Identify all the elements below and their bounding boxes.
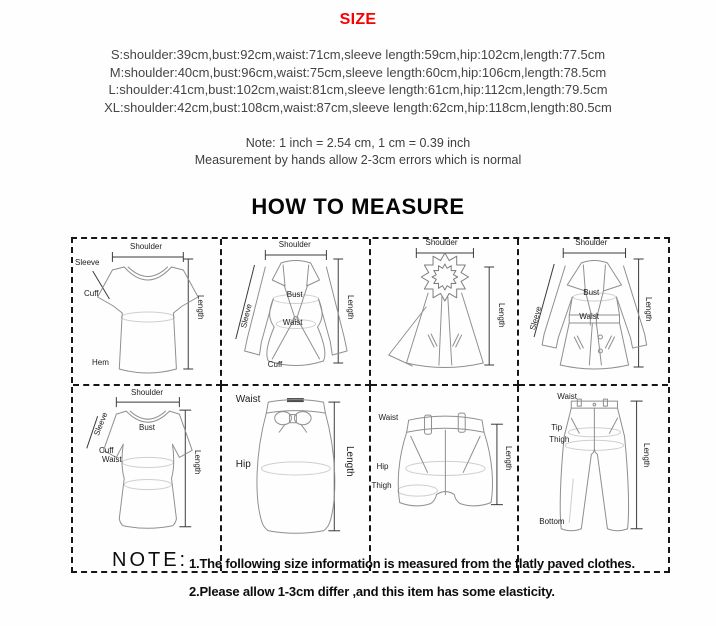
label-bust: Bust — [139, 423, 156, 432]
label-length: Length — [345, 295, 355, 320]
label-waist: Waist — [378, 413, 399, 422]
label-shoulder: Shoulder — [278, 240, 311, 249]
label-shoulder: Shoulder — [130, 242, 163, 251]
measure-cell-shorts — [371, 386, 520, 571]
pants-drawing — [519, 386, 668, 571]
label-length: Length — [496, 303, 506, 328]
label-length: Length — [503, 446, 513, 471]
note-item-2: 2.Please allow 1-3cm differ ,and this item has some elasticity. — [189, 584, 555, 599]
label-waist: Waist — [557, 392, 577, 401]
measure-cell-pants — [519, 386, 668, 571]
label-hip: Hip — [376, 462, 389, 471]
size-notes — [0, 135, 716, 169]
note-item-1: 1.The following size information is measured from the flatly paved clothes. — [189, 556, 635, 571]
size-note-inch: Note: 1 inch = 2.54 cm, 1 cm = 0.39 inch — [245, 136, 471, 150]
label-length: Length — [193, 450, 202, 475]
label-sleeve: Sleeve — [92, 410, 110, 437]
label-bottom: Bottom — [539, 517, 565, 526]
label-sleeve: Sleeve — [238, 303, 254, 329]
label-waist: Waist — [579, 312, 599, 321]
size-note-error: Measurement by hands allow 2-3cm errors which is normal — [194, 153, 522, 167]
note-section-title: NOTE: — [112, 549, 189, 571]
size-row-xl: XL:shoulder:42cm,bust:108cm,waist:87cm,sleeve length:62cm,hip:118cm,length:80.5cm — [104, 99, 612, 115]
size-section-title: SIZE — [339, 11, 377, 28]
label-shoulder: Shoulder — [131, 388, 164, 397]
label-length: Length — [642, 443, 652, 468]
size-row-l: L:shoulder:41cm,bust:102cm,waist:81cm,sleeve length:61cm,hip:112cm,length:79.5cm — [108, 82, 608, 97]
label-waist: Waist — [282, 318, 303, 327]
label-waist: Waist — [235, 394, 261, 405]
label-bust: Bust — [583, 288, 600, 297]
label-cuff: Cuff — [99, 446, 114, 455]
label-tip: Tip — [551, 423, 563, 432]
size-row-s: S:shoulder:39cm,bust:92cm,waist:71cm,sleeve length:59cm,hip:102cm,length:77.5cm — [110, 47, 606, 62]
size-row-m: M:shoulder:40cm,bust:96cm,waist:75cm,sleeve length:60cm,hip:106cm,length:78.5cm — [109, 64, 607, 80]
label-length: Length — [343, 446, 355, 477]
label-shoulder: Shoulder — [425, 239, 458, 247]
how-to-measure-title: HOW TO MEASURE — [251, 194, 465, 219]
measure-cell-fur-hood-cape — [371, 239, 520, 386]
label-sleeve: Sleeve — [75, 258, 100, 267]
measure-cell-t-shirt — [73, 239, 222, 386]
measure-grid — [71, 237, 670, 573]
skirt-drawing — [222, 386, 369, 571]
label-shoulder: Shoulder — [575, 239, 608, 247]
label-thigh: Thigh — [371, 481, 392, 490]
fur-hood-cape-drawing — [371, 239, 518, 384]
label-cuff: Cuff — [84, 289, 99, 298]
label-sleeve: Sleeve — [528, 305, 544, 332]
measure-cell-dress — [73, 386, 222, 571]
measure-cell-trench-coat — [519, 239, 668, 386]
measure-cell-blazer — [222, 239, 371, 386]
label-length: Length — [644, 297, 654, 322]
label-waist: Waist — [102, 455, 122, 464]
label-hem: Hem — [92, 358, 109, 367]
label-thigh: Thigh — [549, 435, 570, 444]
label-length: Length — [196, 295, 205, 320]
label-hip: Hip — [235, 459, 251, 470]
measure-cell-skirt — [222, 386, 371, 571]
dress-drawing — [73, 386, 220, 571]
label-cuff: Cuff — [267, 360, 283, 369]
size-rows — [0, 46, 716, 116]
label-bust: Bust — [286, 290, 303, 299]
